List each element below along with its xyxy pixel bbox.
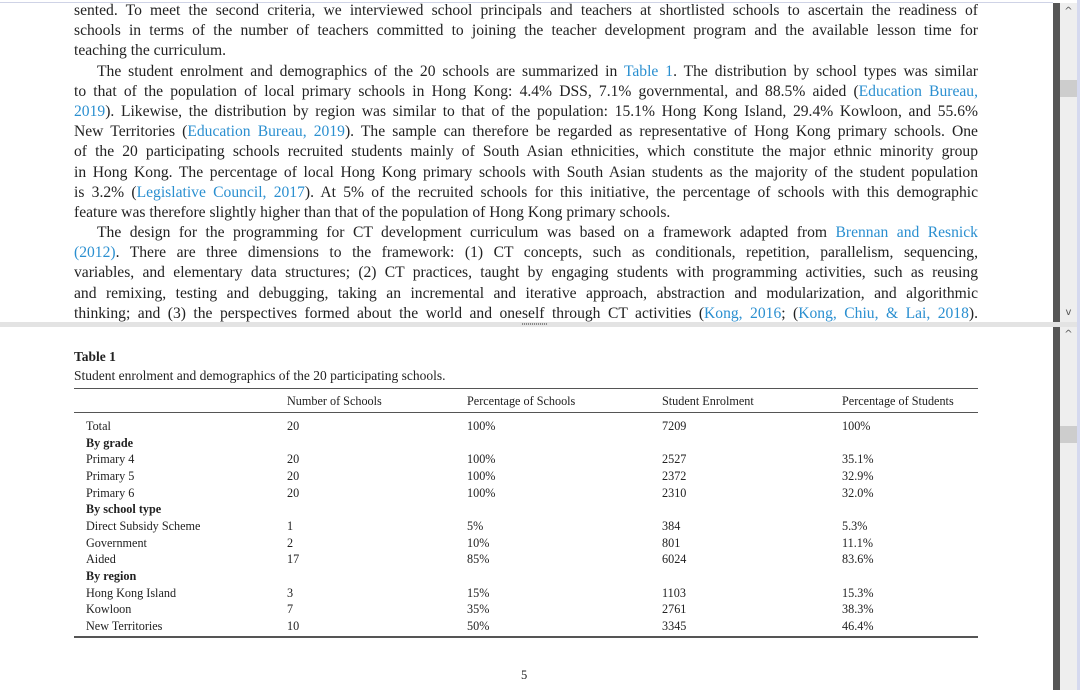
- document-pane-top: [0, 0, 1053, 322]
- row-label: Primary 6: [86, 485, 135, 500]
- table-cell: 20: [287, 419, 300, 433]
- table-section-heading: By grade: [86, 435, 134, 450]
- row-label: New Territories: [86, 619, 163, 634]
- scroll-down-icon[interactable]: v: [1065, 307, 1072, 318]
- table-cell: 100%: [467, 452, 496, 467]
- scroll-up-icon[interactable]: ^: [1064, 6, 1073, 17]
- table-cell: 1103: [662, 585, 686, 600]
- row-label: Aided: [86, 552, 116, 567]
- citation-link[interactable]: Kong, Chiu, & Lai, 2018: [798, 304, 969, 322]
- text-segment: New Territories (: [74, 123, 188, 141]
- text-line: [74, 21, 978, 41]
- row-label: Primary 4: [86, 452, 135, 467]
- citation-link[interactable]: 2019: [74, 102, 106, 120]
- table-cell: 2372: [662, 469, 687, 483]
- scrollbar-bottom[interactable]: [1060, 327, 1077, 690]
- text-segment: feature was therefore slightly higher than that of the population of Hong Kong primary schools.: [74, 203, 671, 221]
- table-cell: 384: [662, 519, 681, 534]
- table-top-rule: [74, 388, 978, 389]
- text-line: [74, 183, 978, 203]
- table-cell: 35.1%: [842, 452, 874, 467]
- text-line: [74, 41, 978, 61]
- table-cell: 2761: [662, 602, 687, 617]
- table-cell: 100%: [467, 419, 496, 433]
- table-section-heading: By region: [86, 569, 137, 584]
- text-line: [74, 304, 978, 322]
- table-cell: 7: [287, 602, 294, 617]
- table-cell: 5%: [467, 519, 484, 534]
- table-cell: 801: [662, 535, 681, 550]
- citation-link[interactable]: Brennan and Resnick: [835, 224, 978, 242]
- table-cell: 100%: [467, 469, 496, 483]
- table-header-rule: [74, 412, 978, 413]
- page-number: 5: [521, 668, 528, 682]
- text-segment: . There are three dimensions to the framework: (1) CT concepts, such as conditionals, repetition, parallelism, sequencing,: [115, 244, 978, 262]
- table-cell: 3: [287, 585, 294, 600]
- pane-divider-bar: [1053, 3, 1060, 322]
- text-segment: sented. To meet the second criteria, we interviewed school principals and teachers at shortlisted schools to ascertain the readiness of: [74, 2, 978, 19]
- text-segment: variables, and elementary data structures; (2) CT practices, taught by engaging students with programming activities, such as reusing: [74, 264, 978, 282]
- scrollbar-thumb-top[interactable]: [1060, 80, 1077, 97]
- text-line: [74, 203, 978, 223]
- table-cell: 2: [287, 535, 294, 550]
- table-cell: 38.3%: [842, 602, 874, 617]
- text-line: [74, 263, 978, 283]
- text-segment: of the 20 participating schools recruited students mainly of South Asian ethnicities, which constitute the major ethnic minority group: [74, 143, 978, 161]
- text-segment: is 3.2% (: [74, 183, 137, 201]
- table-cell: 5.3%: [842, 519, 868, 534]
- table-cell: 1: [287, 519, 294, 534]
- table-cell: 17: [287, 552, 300, 567]
- text-segment: ). The sample can therefore be regarded as representative of Hong Kong primary schools. One: [344, 123, 978, 141]
- text-line: [74, 284, 978, 304]
- row-label: Kowloon: [86, 602, 132, 617]
- table-cell: 46.4%: [842, 619, 874, 634]
- text-line: [74, 62, 978, 82]
- citation-link[interactable]: Table 1: [623, 62, 674, 80]
- document-pane-bottom: [0, 327, 1053, 690]
- text-segment: teaching the curriculum.: [74, 42, 226, 60]
- text-line: [74, 1, 978, 21]
- table-cell: 50%: [467, 619, 490, 634]
- text-segment: The design for the programming for CT development curriculum was based on a framework adapted from: [97, 224, 836, 242]
- scrollbar-top[interactable]: [1060, 3, 1077, 322]
- table-cell: 15.3%: [842, 585, 874, 600]
- table-cell: 83.6%: [842, 552, 874, 567]
- citation-link[interactable]: Legislative Council, 2017: [136, 183, 305, 201]
- table-cell: 2527: [662, 452, 687, 467]
- text-line: [74, 223, 978, 243]
- row-label: Hong Kong Island: [86, 585, 177, 600]
- citation-link[interactable]: Kong, 2016: [704, 304, 782, 322]
- table-cell: 20: [287, 469, 300, 483]
- citation-link[interactable]: Education Bureau,: [858, 82, 978, 100]
- table-cell: 100%: [467, 485, 496, 500]
- table-caption: Student enrolment and demographics of the 20 participating schools.: [74, 368, 446, 383]
- text-line: [74, 243, 978, 263]
- table-cell: 6024: [662, 552, 687, 567]
- scroll-up-icon[interactable]: ^: [1064, 329, 1073, 340]
- row-label: Primary 5: [86, 469, 135, 483]
- splitter-grip-icon[interactable]: [522, 323, 547, 325]
- table-section-heading: By school type: [86, 502, 162, 517]
- text-line: [74, 122, 978, 142]
- column-header: Student Enrolment: [662, 394, 754, 408]
- table-cell: 11.1%: [842, 535, 874, 550]
- table-bottom-rule: [74, 636, 978, 638]
- table-cell: 20: [287, 452, 300, 467]
- text-segment: schools in terms of the number of teachers committed to joining the teacher development program and the available lesson time for: [74, 22, 978, 40]
- text-line: [74, 163, 978, 183]
- table-cell: 15%: [467, 585, 490, 600]
- row-label: Direct Subsidy Scheme: [86, 519, 201, 534]
- row-label: Total: [86, 419, 111, 433]
- table-cell: 32.0%: [842, 485, 874, 500]
- text-segment: ). At 5% of the recruited schools for this initiative, the percentage of schools with this demographic: [304, 183, 978, 201]
- table-cell: 32.9%: [842, 469, 874, 483]
- column-header: Percentage of Schools: [467, 394, 576, 408]
- table-cell: 100%: [842, 419, 871, 433]
- table-cell: 85%: [467, 552, 490, 567]
- text-segment: The student enrolment and demographics of the 20 schools are summarized in: [97, 62, 624, 80]
- text-segment: thinking; and (3) the perspectives formed about the world and oneself through CT activities (: [74, 304, 705, 322]
- text-segment: ).: [968, 304, 978, 322]
- text-segment: and remixing, testing and debugging, taking an incremental and iterative approach, abstraction and modularization, and algorithmic: [74, 284, 978, 302]
- citation-link[interactable]: (2012): [74, 244, 116, 262]
- body-text: [74, 1, 978, 322]
- row-label: Government: [86, 535, 147, 550]
- column-header: Number of Schools: [287, 394, 382, 408]
- scrollbar-thumb-bottom[interactable]: [1060, 426, 1077, 443]
- text-segment: ). Likewise, the distribution by region was similar to that of the population: 15.1% Hong Kong Island, 29.4% Kowloon, and 55.6%: [105, 102, 978, 120]
- table-cell: 10: [287, 619, 300, 634]
- table-cell: 2310: [662, 485, 687, 500]
- text-segment: in Hong Kong. The percentage of local Hong Kong primary schools with South Asian students as the majority of the student population: [74, 163, 978, 181]
- table-cell: 7209: [662, 419, 687, 433]
- table-cell: 20: [287, 485, 300, 500]
- text-line: [74, 82, 978, 102]
- pane-divider-bar: [1053, 327, 1060, 690]
- table-cell: 35%: [467, 602, 490, 617]
- text-segment: . The distribution by school types was similar: [673, 62, 978, 80]
- table-cell: 10%: [467, 535, 490, 550]
- text-line: [74, 142, 978, 162]
- table-cell: 3345: [662, 619, 687, 634]
- text-segment: ; (: [781, 304, 799, 322]
- table-title: Table 1: [74, 349, 116, 364]
- text-segment: to that of the population of local primary schools in Hong Kong: 4.4% DSS, 7.1% governmental, and 88.5% aided (: [74, 82, 859, 100]
- citation-link[interactable]: Education Bureau, 2019: [187, 123, 345, 141]
- column-header: Percentage of Students: [842, 394, 954, 408]
- text-line: [74, 102, 978, 122]
